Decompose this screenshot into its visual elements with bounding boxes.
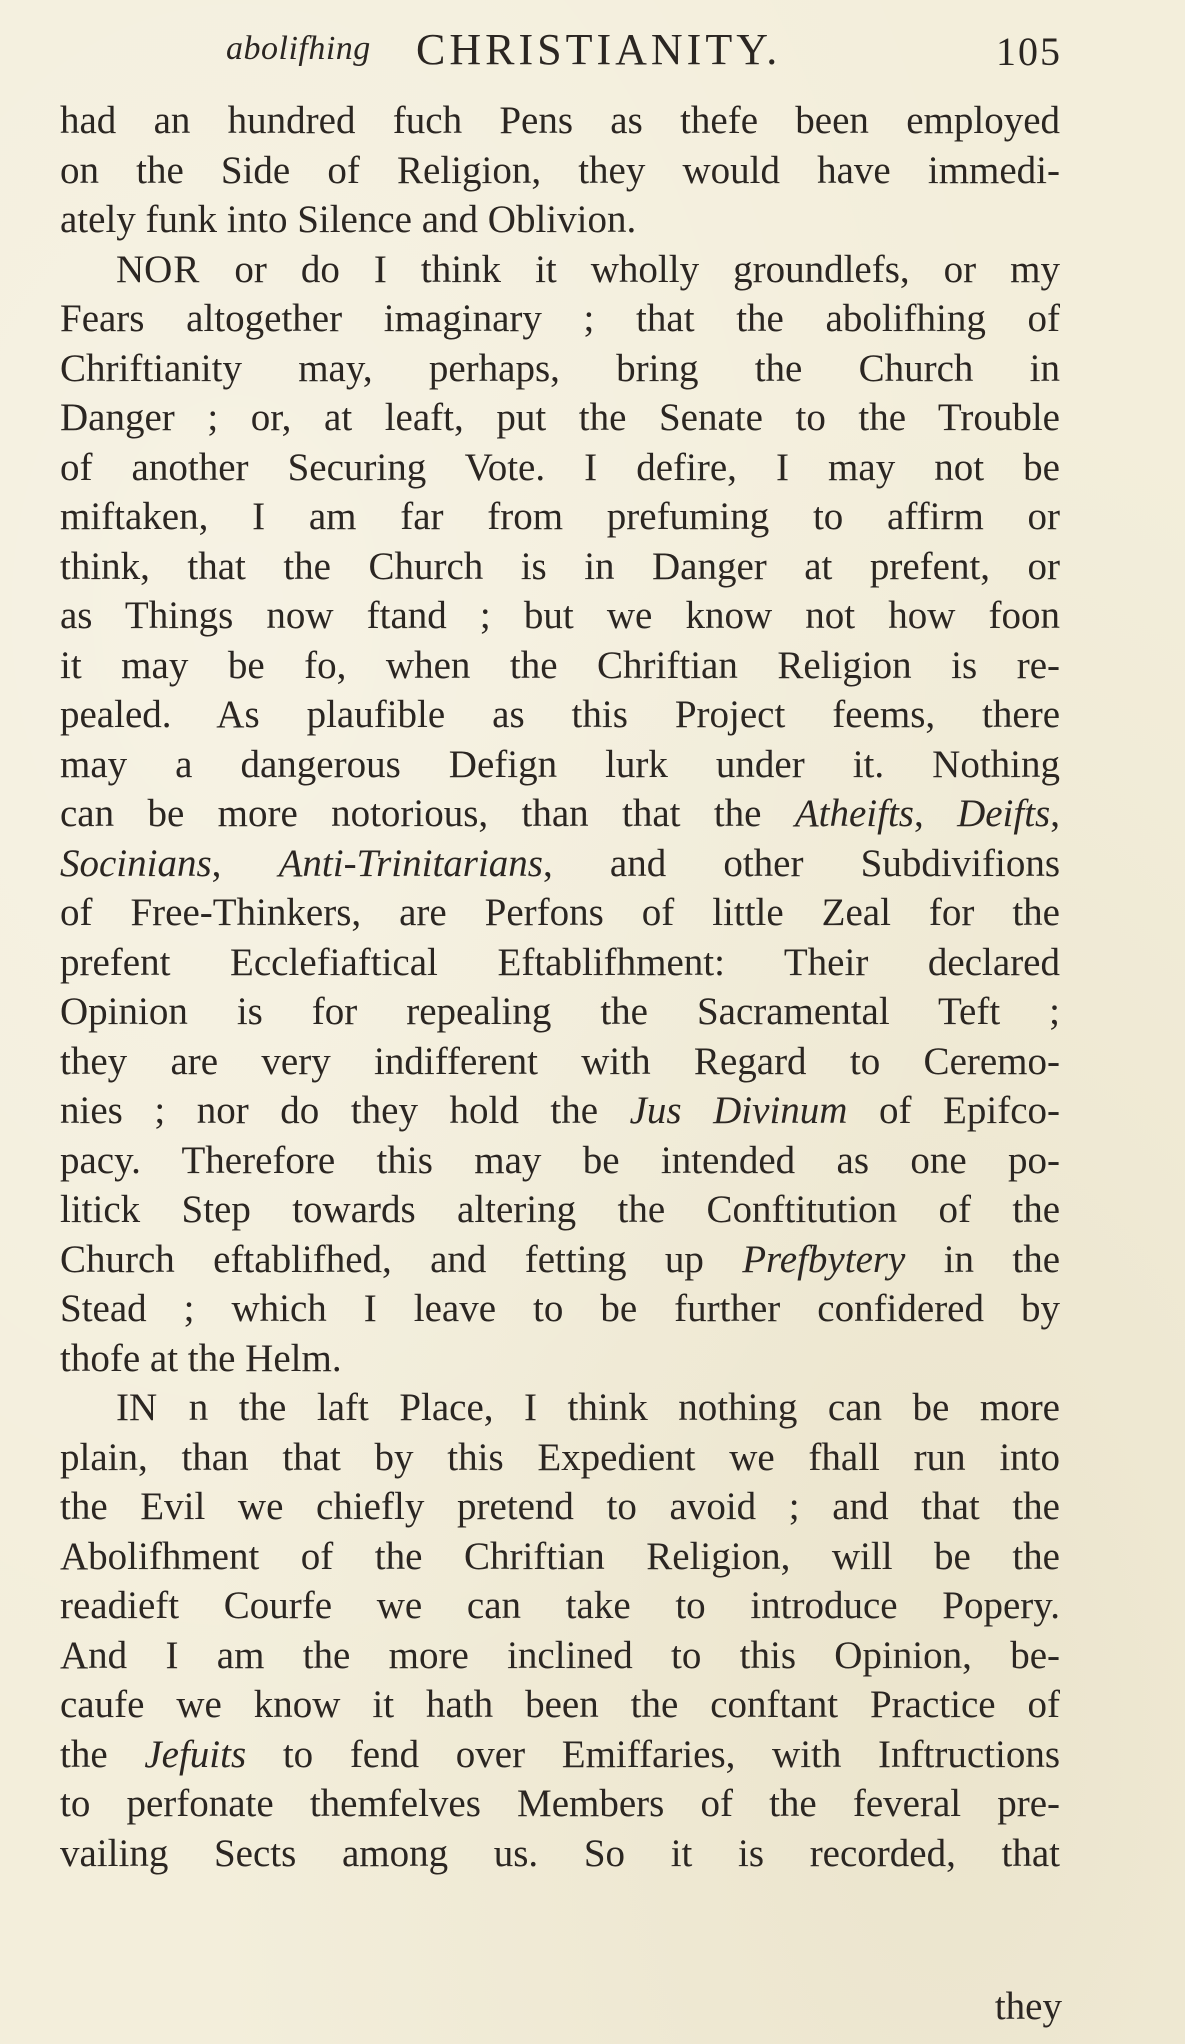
- text-line: [60, 1730, 1060, 1780]
- text-line: of Free-Thinkers, are Perfons of little Zeal for the: [60, 891, 1060, 934]
- text-line: had an hundred fuch Pens as thefe been employed: [60, 99, 1060, 142]
- catchword: they: [994, 1985, 1062, 2028]
- line-text: the: [60, 1732, 108, 1776]
- text-line: ately funk into Silence and Oblivion.: [60, 198, 637, 241]
- text-line: plain, than that by this Expedient we fhall run into: [60, 1435, 1060, 1479]
- line-text: nies ; nor do they hold the: [60, 1089, 599, 1132]
- paragraph-initial: I: [116, 1386, 129, 1429]
- text-line: pacy. Therefore this may be intended as one po-: [60, 1138, 1060, 1182]
- text-line: [60, 245, 1060, 295]
- text-line: they are very indifferent with Regard to Ceremo-: [60, 1039, 1060, 1083]
- italic-term: Socinians: [60, 841, 212, 885]
- text-line: vailing Sects among us. So it is recorded, that: [60, 1831, 1060, 1875]
- italic-term: Deifts: [957, 792, 1051, 835]
- text-line: think, that the Church is in Danger at prefent, or: [60, 544, 1060, 588]
- paragraph-initial: N: [116, 247, 145, 291]
- italic-term: Atheifts: [794, 792, 914, 835]
- text-line: miftaken, I am far from prefuming to affirm or: [60, 495, 1060, 538]
- text-line: Danger ; or, at leaft, put the Senate to the Trouble: [60, 396, 1060, 439]
- text-line: [60, 1383, 1060, 1433]
- line-text: in the: [943, 1237, 1061, 1281]
- text-line: readieft Courfe we can take to introduce Popery.: [60, 1584, 1060, 1627]
- italic-term: Prefbytery: [742, 1237, 906, 1281]
- line-text: or do I think it wholly groundlefs, or my: [234, 247, 1060, 291]
- text-line: may a dangerous Defign lurk under it. Nothing: [60, 742, 1060, 786]
- line-text: n the laft Place, I think nothing can be more: [188, 1386, 1060, 1429]
- running-header: [226, 18, 1062, 78]
- text-line: caufe we know it hath been the conftant Practice of: [60, 1683, 1060, 1726]
- text-line: And I am the more inclined to this Opinion, be-: [60, 1633, 1060, 1677]
- text-line: pealed. As plaufible as this Project feems, there: [60, 693, 1060, 736]
- text-line: Opinion is for repealing the Sacramental Teft ;: [60, 990, 1060, 1033]
- italic-term: Jefuits: [144, 1732, 247, 1776]
- line-text: of Epifco-: [879, 1089, 1060, 1132]
- text-line: [60, 1235, 1060, 1285]
- text-line: Stead ; which I leave to be further confidered by: [60, 1287, 1060, 1330]
- italic-term: Jus Divinum: [629, 1089, 848, 1132]
- line-text: can be more notorious, than that the: [60, 792, 762, 835]
- text-line: Fears altogether imaginary ; that the abolifhing of: [60, 297, 1060, 340]
- italic-term: Anti-Trinitarians: [278, 841, 543, 885]
- line-text: to fend over Emiffaries, with Inftructions: [282, 1732, 1061, 1776]
- line-text: Church eftablifhed, and fetting up: [60, 1237, 704, 1281]
- text-line: it may be fo, when the Chriftian Religion is re-: [60, 643, 1060, 687]
- running-head-italic: abolifhing: [226, 30, 371, 67]
- page-number: 105: [996, 29, 1062, 74]
- text-line: thofe at the Helm.: [60, 1336, 342, 1380]
- text-line: litick Step towards altering the Conftitution of the: [60, 1188, 1060, 1231]
- text-line: Chriftianity may, perhaps, bring the Church in: [60, 346, 1060, 390]
- small-caps-word: N: [129, 1386, 159, 1429]
- text-line: Socinians, Anti-Trinitarians, and other Subdivifions: [60, 841, 1060, 885]
- line-text: , and other Subdivifions: [542, 841, 1060, 885]
- text-line: on the Side of Religion, they would have immedi-: [60, 148, 1060, 192]
- small-caps-word: OR: [144, 247, 201, 291]
- text-line: prefent Ecclefiaftical Eftablifhment: Their declared: [60, 940, 1060, 984]
- running-head-title: CHRISTIANITY.: [416, 25, 782, 74]
- text-line: to perfonate themfelves Members of the feveral pre-: [60, 1782, 1060, 1825]
- text-line: can be more notorious, than that the Atheifts, Deifts,: [60, 792, 1060, 835]
- text-line: the Evil we chiefly pretend to avoid ; and that the: [60, 1485, 1060, 1528]
- text-line: of another Securing Vote. I defire, I may not be: [60, 445, 1060, 489]
- text-line: Abolifhment of the Chriftian Religion, will be the: [60, 1534, 1060, 1578]
- text-line: as Things now ftand ; but we know not how foon: [60, 594, 1060, 637]
- body-text: [60, 96, 1060, 1878]
- text-line: [60, 1086, 1060, 1136]
